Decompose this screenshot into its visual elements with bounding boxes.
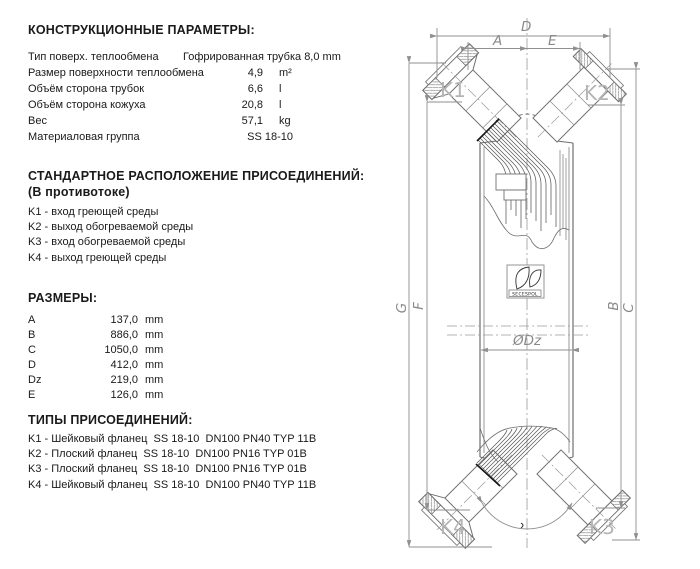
angle-mark [521, 523, 523, 528]
param-value: SS 18-10 [247, 131, 293, 144]
dim-value: 126,0 [110, 389, 138, 402]
drawing-label-k2: K2 [584, 81, 610, 105]
dim-unit: mm [145, 374, 164, 387]
logo-plate [507, 265, 544, 298]
dimension-label-e: E [548, 33, 557, 49]
param-value: 4,9 [247, 67, 263, 80]
dim-unit: mm [145, 389, 164, 402]
dim-value: 412,0 [110, 359, 138, 372]
param-value: Гофрированная трубка 8,0 mm [183, 51, 341, 63]
dim-unit: mm [145, 329, 164, 342]
section-title-connections-layout: СТАНДАРТНОЕ РАСПОЛОЖЕНИЕ ПРИСОЕДИНЕНИЙ: (В противотоке) [28, 169, 365, 199]
section-title-connection-types: ТИПЫ ПРИСОЕДИНЕНИЙ: [28, 413, 193, 427]
connection-item: K4 - выход греющей среды [28, 251, 167, 264]
dz-dimension-label: ØDz [512, 333, 542, 349]
drawing-label-k4: K4 [440, 515, 466, 539]
param-label: Объём сторона кожуха [28, 99, 146, 112]
param-unit: l [279, 83, 282, 96]
dim-value: 1050,0 [104, 344, 138, 357]
nozzle-k4 [412, 432, 535, 555]
section-title-dimensions: РАЗМЕРЫ: [28, 291, 98, 305]
connection-type-item: K2 - Плоский фланец SS 18-10 DN100 PN16 TYP 01B [28, 448, 307, 461]
logo-text: SECESPOL [512, 292, 538, 298]
drawing-label-k1: K1 [440, 78, 466, 102]
dimension-label-a: A [493, 33, 503, 49]
param-unit: l [279, 99, 282, 112]
param-unit: m² [279, 67, 292, 80]
param-label: Вес [28, 115, 47, 128]
dim-label: D [28, 359, 36, 372]
param-label: Материаловая группа [28, 131, 140, 144]
connection-item: K3 - вход обогреваемой среды [28, 236, 186, 249]
nozzle-k3 [519, 432, 638, 551]
dim-unit: mm [145, 314, 164, 326]
dim-label: Dz [28, 374, 42, 387]
dimension-label-g: G [394, 302, 410, 314]
dimension-label-c: C [621, 303, 637, 313]
dim-label: B [28, 329, 36, 342]
param-label: Тип поверх. теплообмена [28, 51, 159, 63]
param-value: 6,6 [247, 83, 263, 96]
drawing-label-k3: K3 [589, 515, 615, 539]
connection-type-item: K3 - Плоский фланец SS 18-10 DN100 PN16 TYP 01B [28, 463, 307, 476]
param-value: 57,1 [241, 115, 263, 128]
dim-label: E [28, 389, 36, 402]
dim-unit: mm [145, 344, 164, 357]
section-subtitle: (В противотоке) [28, 185, 130, 199]
dimension-label-d: D [521, 19, 532, 35]
param-label: Объём сторона трубок [28, 83, 145, 96]
dim-label: C [28, 344, 36, 357]
dz-dimension [447, 326, 590, 350]
dim-value: 137,0 [110, 314, 138, 326]
dim-unit: mm [145, 359, 164, 372]
connection-item: K1 - вход греющей среды [28, 206, 159, 218]
dim-label: A [28, 314, 36, 326]
dim-value: 886,0 [110, 329, 138, 342]
connection-type-item: K1 - Шейковый фланец SS 18-10 DN100 PN40 TYP 11B [28, 433, 317, 445]
param-unit: kg [279, 115, 291, 128]
dimension-label-b: B [606, 301, 622, 311]
param-value: 20,8 [241, 99, 263, 112]
param-label: Размер поверхности теплообмена [28, 67, 204, 80]
connection-item: K2 - выход обогреваемой среды [28, 221, 194, 234]
dimension-label-f: F [411, 302, 427, 310]
nozzle-k2 [515, 41, 634, 160]
connection-type-item: K4 - Шейковый фланец SS 18-10 DN100 PN40 TYP 11B [28, 478, 317, 491]
section-title-construction: КОНСТРУКЦИОННЫЕ ПАРАМЕТРЫ: [28, 23, 255, 37]
nozzle-k1 [416, 37, 539, 160]
dim-value: 219,0 [110, 374, 138, 387]
